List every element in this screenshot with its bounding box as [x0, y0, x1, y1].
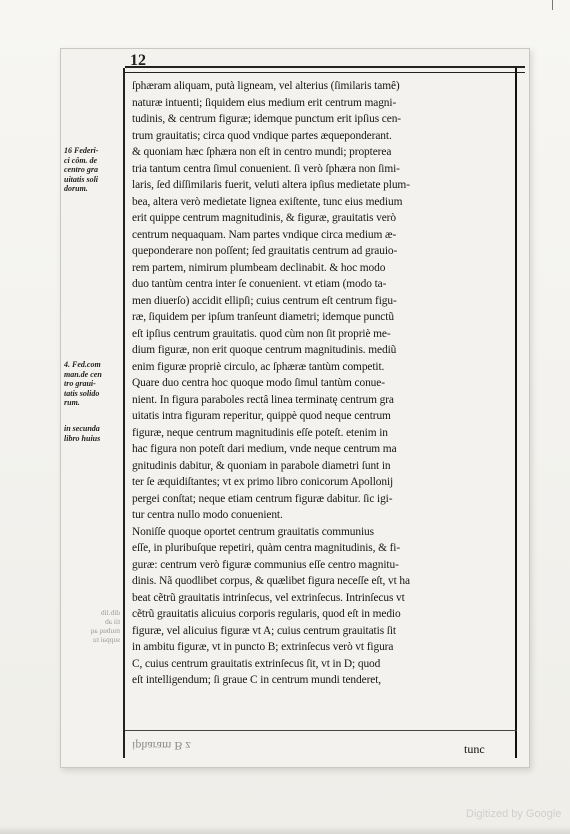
scan-corner-mark — [552, 0, 553, 10]
text-line: erit quippe centrum magnitudinis, & figuræ, grauitatis verò — [132, 212, 396, 224]
text-line: & quoniam hæc ſphæra non eſt in centro mundi; propterea — [132, 146, 392, 158]
text-line: bea, altera verò medietate lignea exiſtente, tunc eius medium — [132, 195, 403, 208]
text-line: gnitudinis dabitur, & quoniam in parabole diametri ſunt in — [132, 459, 391, 472]
text-line: queponderare non poſſent; ſed grauitatis centrum ad grauio- — [132, 245, 398, 257]
text-line: hac figura non poteſt dari medium, vnde neque centrum ma — [132, 443, 397, 455]
text-line: tur centra nullo modo conuenient. — [132, 509, 283, 521]
text-line: ræ, ſiquidem per ipſum tranſeunt diametri; idemque punctũ — [132, 311, 394, 323]
digitizer-watermark: Digitized by Google — [466, 808, 562, 820]
text-line: enim figuræ propriè circulo, ac ſphæræ tantùm competit. — [132, 360, 385, 373]
catchword: tunc — [464, 742, 485, 756]
text-line: figuræ, neque centrum magnitudinis eſſe poteſt. etenim in — [132, 426, 388, 439]
text-line: Noniſſe quoque oportet centrum grauitatis communius — [132, 525, 374, 538]
text-line: eſt intelligendum; ſi graue C in centrum mundi tenderet, — [132, 674, 382, 686]
page-frame-top-inner — [125, 72, 525, 73]
text-line: tudinis, & centrum figuræ; idemque punctum erit ipſius cen- — [132, 113, 402, 125]
bleed-through-text: ipharam B z — [132, 739, 191, 753]
text-line: rem partem, nimirum plumbeam declinabit. & hoc modo — [132, 261, 386, 274]
text-line: dinis. Nã quodlibet corpus, & quælibet figura neceſſe eſt, vt ha — [132, 575, 410, 587]
margin-bleed-through: dib.lib tii ab mubuq aq suppai tu — [90, 608, 120, 644]
page-frame-bottom — [125, 730, 517, 731]
body-text — [132, 78, 512, 689]
margin-note-2: 4. Fed.com man.de cen tro graui- tatis solido rum. — [64, 360, 102, 408]
margin-note-3: in secunda libro huius — [64, 424, 101, 443]
text-line: ter ſe æquidiſtantes; vt ex primo libro conicorum Apollonij — [132, 476, 394, 488]
text-line: eſt ipſius centrum grauitatis. quod cùm non ſit propriè me- — [132, 327, 391, 340]
text-line: pergei conſtat; neque etiam centrum figuræ dabitur. ſic igi- — [132, 492, 393, 505]
text-line: centrum nequaquam. Nam partes vndique circa medium æ- — [132, 228, 397, 241]
text-line: ſphæram aliquam, putà ligneam, vel alterius (ſimilaris tamê) — [132, 80, 400, 92]
text-line: figuræ, vel alicuius figuræ vt A; cuius centrum grauitatis ſit — [132, 624, 396, 637]
page-frame-left — [123, 68, 125, 758]
text-line: naturæ intuenti; ſiquidem eius medium erit centrum magni- — [132, 96, 397, 109]
text-line: trum grauitatis; circa quod vndique partes æqueponderant. — [132, 129, 392, 142]
text-line: guræ: centrum verò figuræ communius eſſe centro magnitu- — [132, 558, 399, 571]
book-page — [60, 48, 530, 768]
page-number: 12 — [130, 52, 146, 69]
text-line: dium figuræ, non erit quoque centrum magnitudinis. mediũ — [132, 344, 397, 356]
text-line: uitatis intra figuram reperitur, quippè quod neque centrum — [132, 410, 391, 422]
page-frame-top — [125, 66, 525, 68]
text-line: cẽtrũ grauitatis alicuius corporis regularis, quod eſt in medio — [132, 608, 401, 620]
text-line: men diuerſo) accidit ellipſi; cuius centrum eſt centrum figu- — [132, 294, 397, 307]
page-frame-right — [515, 68, 517, 758]
next-page-edge — [0, 826, 570, 834]
text-line: nient. In figura paraboles rectâ linea terminatę centrum gra — [132, 393, 394, 406]
text-line: C, cuius centrum grauitatis extrinſecus ſit, vt in D; quod — [132, 657, 381, 670]
text-line: duo tantùm centra inter ſe conuenient. vt etiam (modo ta- — [132, 278, 387, 290]
text-line: in ambitu figuræ, vt in puncto B; extrinſecus verò vt figura — [132, 641, 394, 653]
text-line: beat cẽtrũ grauitatis intrinſecus, vel extrinſecus. Intrinſecus vt — [132, 591, 405, 604]
text-line: Quare duo centra hoc quoque modo ſimul tantùm conue- — [132, 377, 385, 389]
margin-note-1: 16 Federi- ci côm. de centro gra uitatis soli dorum. — [64, 146, 99, 194]
text-line: laris, ſed diſſimilaris fuerit, veluti altera ipſius medietate plum- — [132, 179, 410, 191]
text-line: eſſe, in pluribuſque repetiri, quàm centra magnitudinis, & fi- — [132, 542, 401, 554]
text-line: tria tantum centra ſimul conuenient. ſi verò ſphæra non ſimi- — [132, 162, 400, 175]
